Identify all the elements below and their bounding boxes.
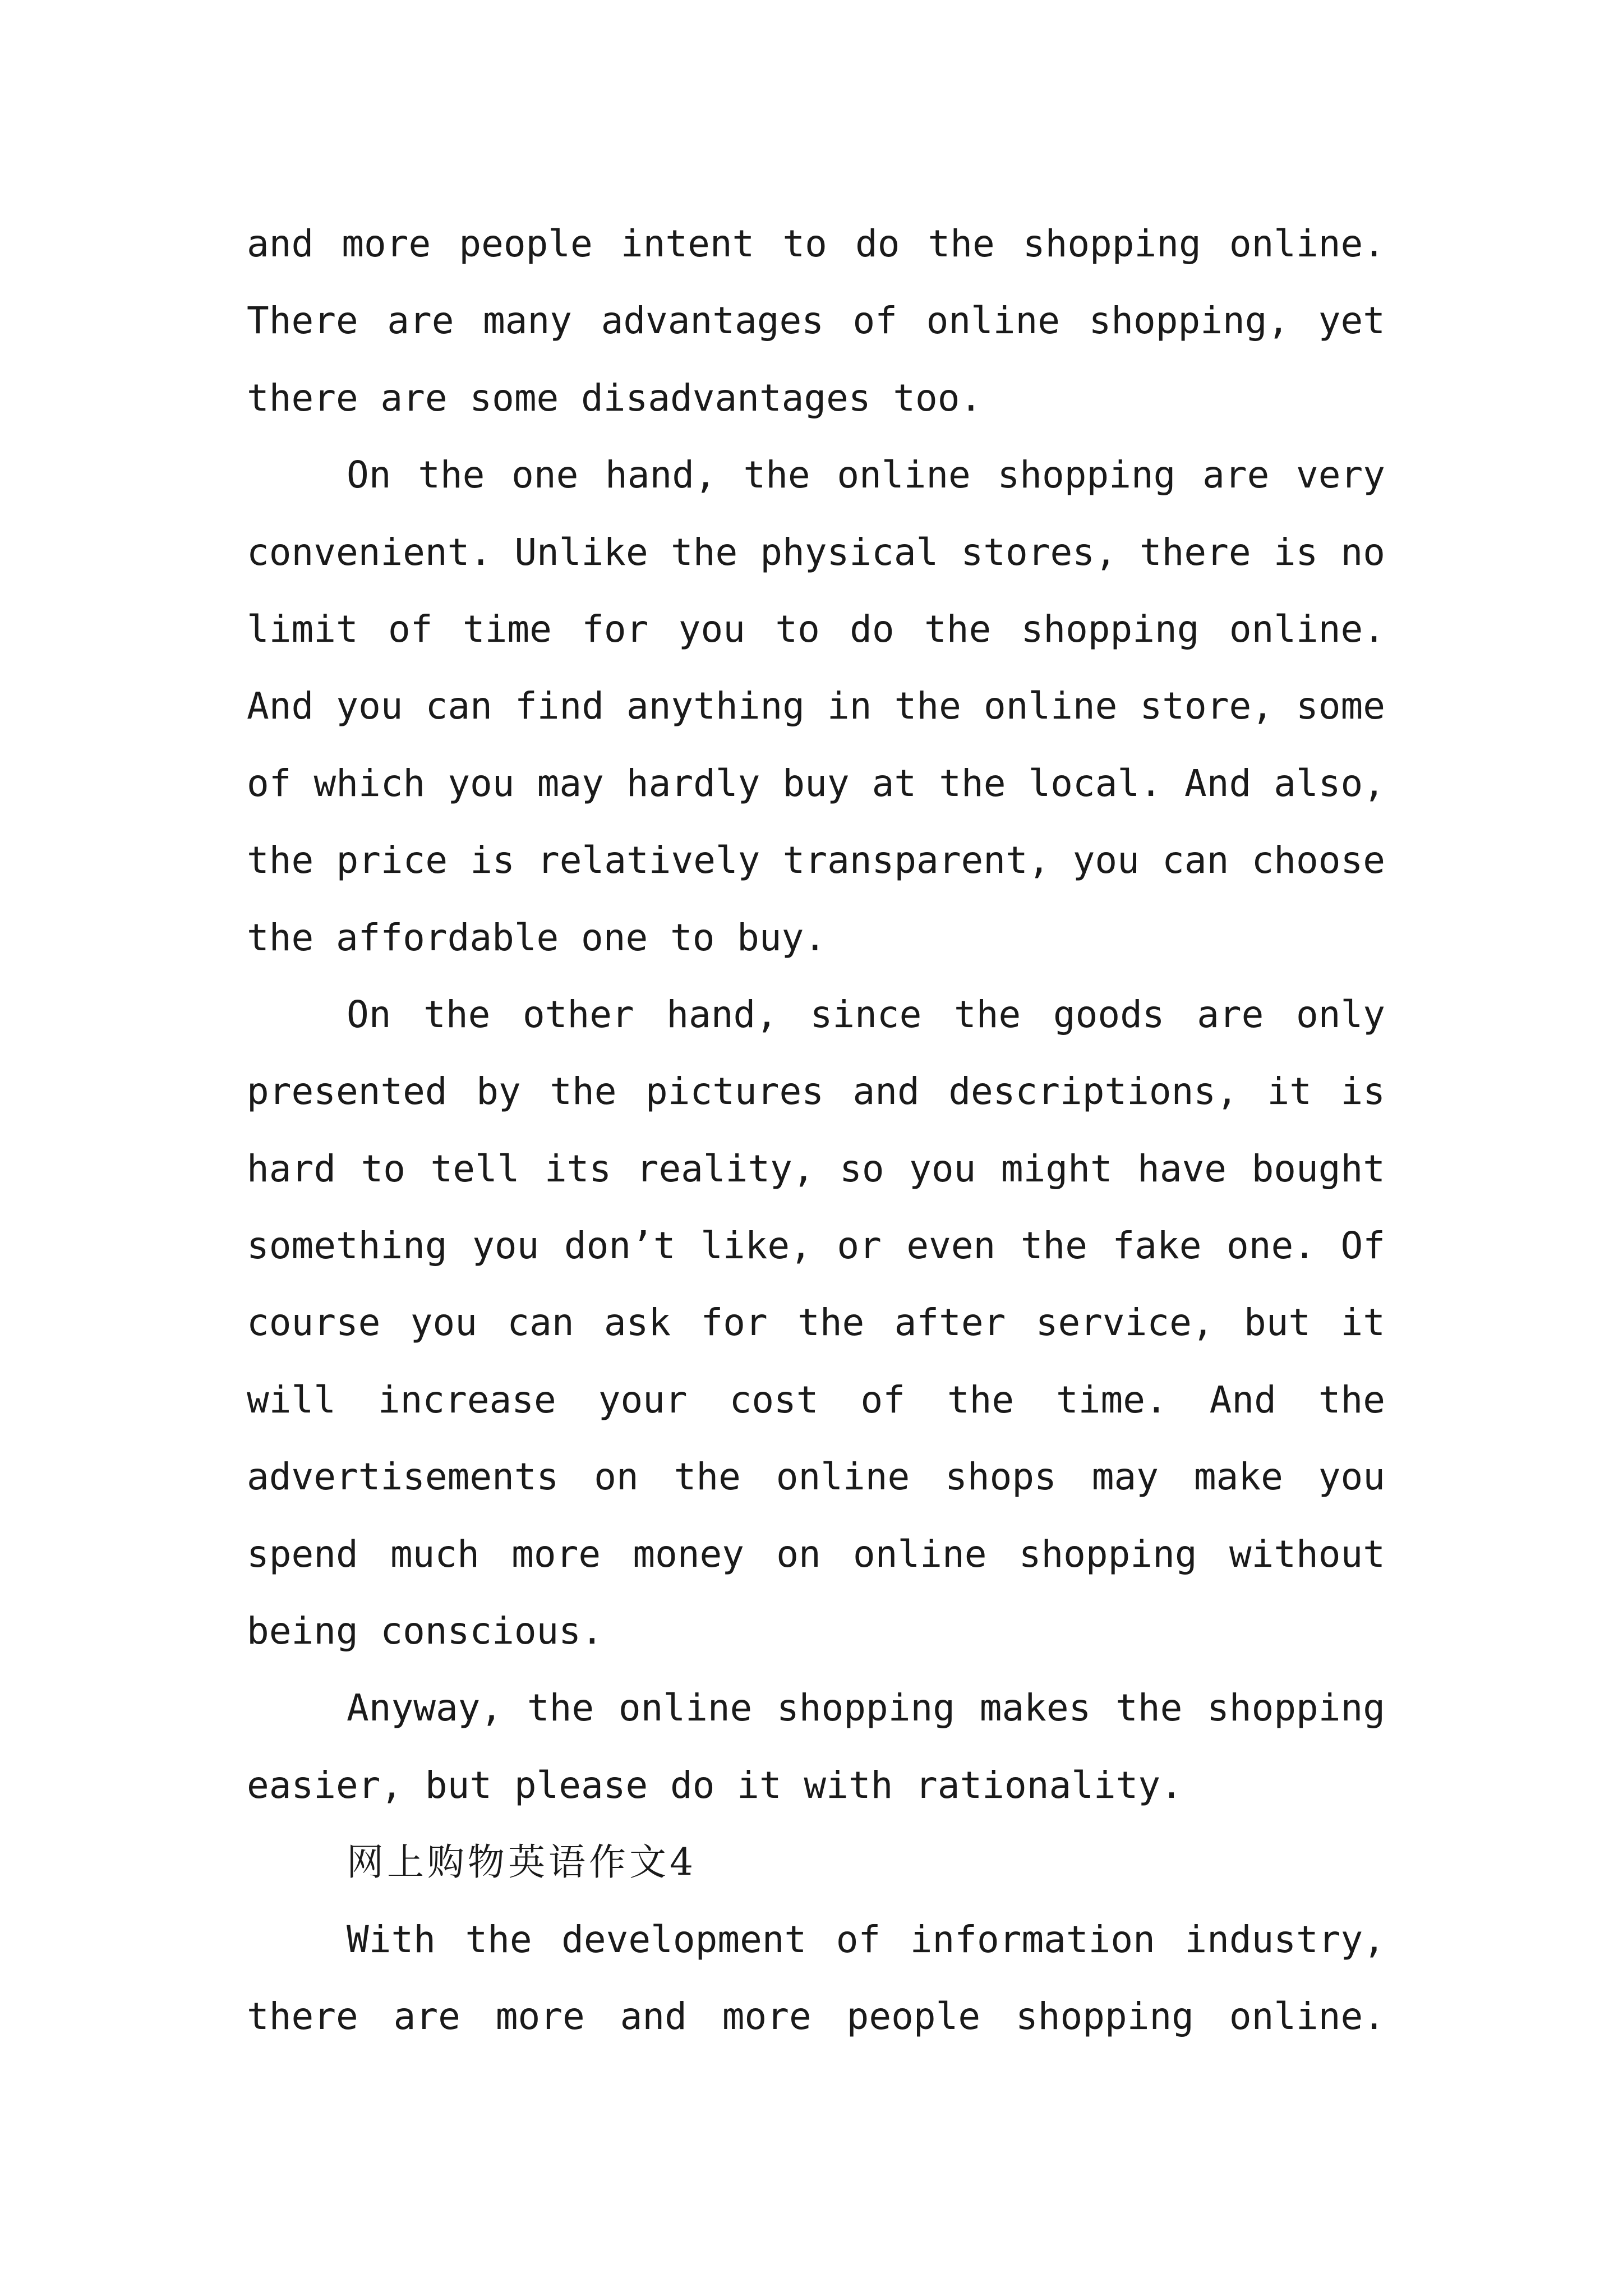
paragraph-start-line: With the development of information industry,: [347, 1917, 1385, 1961]
text-line: And you can find anything in the online store, some: [247, 684, 1385, 728]
text-line: something you don’t like, or even the fake one. Of: [247, 1224, 1385, 1268]
text-line: and more people intent to do the shopping online.: [247, 222, 1385, 265]
text-line: advertisements on the online shops may make you: [247, 1455, 1385, 1499]
text-line: being conscious.: [247, 1609, 603, 1653]
text-line: there are more and more people shopping online.: [247, 1994, 1385, 2038]
text-line: the price is relatively transparent, you can choose: [247, 839, 1385, 882]
paragraph-start-line: Anyway, the online shopping makes the shopping: [347, 1686, 1385, 1730]
paragraph-start-line: On the other hand, since the goods are only: [347, 992, 1385, 1036]
paragraph-start-line: On the one hand, the online shopping are very: [347, 453, 1385, 497]
text-line: of which you may hardly buy at the local. And also,: [247, 761, 1385, 805]
text-line: there are some disadvantages too.: [247, 376, 983, 420]
text-line: limit of time for you to do the shopping online.: [247, 607, 1385, 651]
text-line: convenient. Unlike the physical stores, there is no: [247, 530, 1385, 574]
text-line: hard to tell its reality, so you might have bought: [247, 1147, 1385, 1190]
text-line: spend much more money on online shopping without: [247, 1532, 1385, 1576]
text-line: the affordable one to buy.: [247, 915, 827, 959]
text-line: presented by the pictures and descriptions, it is: [247, 1070, 1385, 1114]
text-line: easier, but please do it with rationality.: [247, 1763, 1183, 1807]
text-line: will increase your cost of the time. And the: [247, 1378, 1385, 1421]
text-line: There are many advantages of online shopping, yet: [247, 299, 1385, 343]
essay-body: [247, 216, 1385, 2065]
section-heading: 网上购物英语作文4: [347, 1841, 697, 1884]
text-line: course you can ask for the after service, but it: [247, 1301, 1385, 1345]
